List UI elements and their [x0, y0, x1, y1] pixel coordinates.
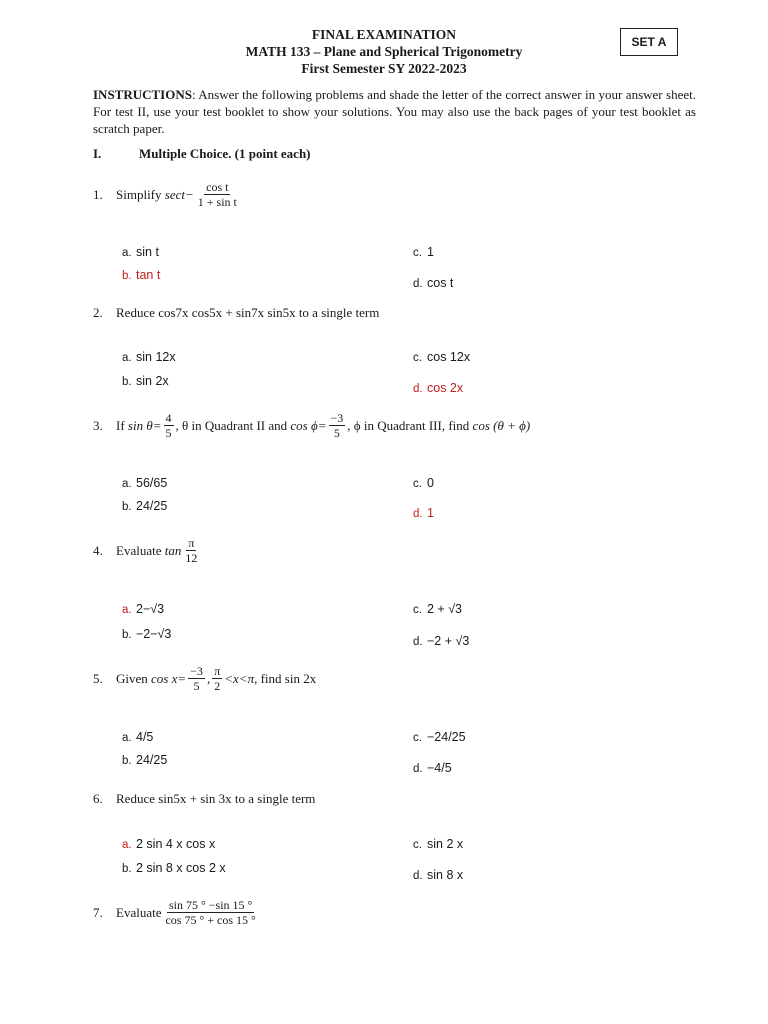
option-letter: a. — [122, 839, 132, 851]
denominator: 5 — [333, 426, 340, 440]
math-expr: sect− — [164, 186, 194, 202]
fraction — [183, 536, 199, 565]
option-letter: c. — [413, 478, 422, 490]
option-text: sin t — [136, 245, 159, 259]
option-text: −4/5 — [427, 761, 452, 775]
option-text: 2 sin 4 x cos x — [136, 837, 216, 851]
option-3a — [122, 476, 167, 490]
denominator: 5 — [165, 426, 172, 440]
set-badge: SET A — [620, 28, 678, 56]
question-text: , ϕ in Quadrant III, find — [347, 417, 470, 433]
option-text: −24/25 — [427, 730, 466, 744]
option-letter: a. — [122, 478, 132, 490]
option-letter: a. — [122, 604, 132, 616]
question-6 — [93, 791, 315, 807]
option-letter: c. — [413, 604, 422, 616]
section-title: Multiple Choice. (1 point each) — [139, 146, 311, 161]
numerator: −3 — [330, 411, 344, 425]
option-letter: b. — [122, 270, 132, 282]
question-text: Reduce cos7x cos5x + sin7x sin5x to a single term — [116, 305, 380, 320]
math-expr: cos ϕ= — [290, 417, 327, 433]
option-letter: c. — [413, 732, 422, 744]
numerator: π — [188, 536, 195, 550]
fraction — [164, 411, 174, 440]
option-letter: c. — [413, 839, 422, 851]
option-6d — [413, 868, 463, 882]
question-3 — [93, 411, 530, 440]
question-text: Simplify — [116, 186, 162, 202]
section-heading — [93, 146, 311, 162]
option-text: tan t — [136, 268, 161, 282]
option-4c — [413, 602, 462, 616]
option-letter: b. — [122, 501, 132, 513]
option-letter: a. — [122, 352, 132, 364]
question-7 — [93, 898, 260, 927]
question-number: 2. — [93, 305, 103, 320]
question-text: , θ in Quadrant II and — [175, 417, 288, 433]
option-text: 2−√3 — [136, 602, 165, 616]
fraction — [329, 411, 346, 440]
math-expr: tan — [164, 542, 182, 558]
fraction — [163, 898, 257, 927]
option-4d — [413, 634, 469, 648]
instructions-label: INSTRUCTIONS — [93, 87, 192, 102]
question-text: , find sin 2x — [254, 670, 317, 686]
denominator: 5 — [193, 679, 200, 693]
numerator: cos t — [206, 180, 229, 194]
option-text: cos 2x — [427, 381, 464, 395]
option-2d-answer — [413, 381, 463, 395]
question-4 — [93, 536, 201, 565]
option-letter: d. — [413, 763, 423, 775]
question-number: 5. — [93, 670, 103, 686]
math-expr: , — [206, 670, 211, 686]
option-text: 24/25 — [136, 499, 168, 513]
option-text: 0 — [427, 476, 434, 490]
option-3d-answer — [413, 506, 434, 520]
option-text: 2 sin 8 x cos 2 x — [136, 861, 226, 875]
math-expr: cos (θ + ϕ) — [472, 417, 531, 433]
denominator: 1 + sin t — [197, 195, 237, 209]
math-expr: cos x= — [151, 670, 187, 686]
option-letter: a. — [122, 247, 132, 259]
option-5d — [413, 761, 452, 775]
option-2c — [413, 350, 470, 364]
option-letter: c. — [413, 352, 422, 364]
option-2b — [122, 374, 169, 388]
option-letter: b. — [122, 863, 132, 875]
option-text: 1 — [427, 506, 434, 520]
numerator: −3 — [190, 664, 203, 678]
numerator: sin 75 ° −sin 15 ° — [168, 898, 253, 912]
math-expr: sin θ= — [127, 417, 162, 433]
option-letter: d. — [413, 508, 423, 520]
option-letter: b. — [122, 755, 132, 767]
question-number: 6. — [93, 791, 103, 806]
option-letter: a. — [122, 732, 132, 744]
option-3c — [413, 476, 434, 490]
instructions-text: : Answer the following problems and shade the letter of the correct answer in your answer sheet. For test II, use your test booklet to show your solutions. You may also use the back pages of your test booklet as scratch paper. — [93, 87, 696, 136]
option-text: 1 — [427, 245, 434, 259]
option-3b — [122, 499, 167, 513]
question-number: 3. — [93, 417, 103, 433]
fraction — [188, 664, 205, 693]
option-text: sin 2x — [136, 374, 169, 388]
option-letter: d. — [413, 636, 423, 648]
course-title: MATH 133 – Plane and Spherical Trigonometry — [245, 44, 523, 59]
option-text: 56/65 — [136, 476, 168, 490]
numerator: π — [214, 664, 221, 678]
question-2 — [93, 305, 379, 321]
question-text: If — [116, 417, 125, 433]
option-1b-answer — [122, 268, 160, 282]
math-expr: <x<π — [224, 670, 255, 686]
option-5a — [122, 730, 153, 744]
option-6a-answer — [122, 837, 215, 851]
denominator: 2 — [214, 679, 221, 693]
question-number: 4. — [93, 542, 103, 558]
fraction — [212, 664, 222, 693]
question-text: Reduce sin5x + sin 3x to a single term — [116, 791, 316, 806]
exam-title: FINAL EXAMINATION — [311, 27, 457, 42]
question-1 — [93, 180, 241, 209]
question-number: 7. — [93, 904, 103, 920]
option-2a — [122, 350, 176, 364]
instructions — [93, 86, 696, 137]
option-text: sin 8 x — [427, 868, 464, 882]
option-letter: c. — [413, 247, 422, 259]
denominator: cos 75 ° + cos 15 ° — [165, 913, 256, 927]
option-4a-answer — [122, 602, 164, 616]
option-4b — [122, 627, 171, 641]
section-number: I. — [93, 146, 102, 161]
numerator: 4 — [165, 411, 172, 425]
option-text: 4/5 — [136, 730, 154, 744]
question-number: 1. — [93, 186, 103, 202]
option-text: 24/25 — [136, 753, 168, 767]
option-text: −2−√3 — [136, 627, 172, 641]
option-text: 2 + √3 — [427, 602, 463, 616]
option-text: cos t — [427, 276, 454, 290]
question-text: Evaluate — [116, 904, 162, 920]
option-letter: d. — [413, 278, 423, 290]
semester: First Semester SY 2022-2023 — [301, 61, 467, 76]
option-letter: d. — [413, 383, 423, 395]
option-letter: b. — [122, 376, 132, 388]
option-5c — [413, 730, 466, 744]
option-6c — [413, 837, 463, 851]
question-5 — [93, 664, 316, 693]
option-text: sin 12x — [136, 350, 176, 364]
option-letter: d. — [413, 870, 423, 882]
denominator: 12 — [185, 551, 198, 565]
option-1c — [413, 245, 434, 259]
question-text: Given — [116, 670, 148, 686]
fraction — [196, 180, 239, 209]
question-text: Evaluate — [116, 542, 162, 558]
option-text: sin 2 x — [427, 837, 464, 851]
option-text: cos 12x — [427, 350, 471, 364]
option-text: −2 + √3 — [427, 634, 470, 648]
option-1a — [122, 245, 159, 259]
option-6b — [122, 861, 226, 875]
option-1d — [413, 276, 453, 290]
option-letter: b. — [122, 629, 132, 641]
option-5b — [122, 753, 167, 767]
